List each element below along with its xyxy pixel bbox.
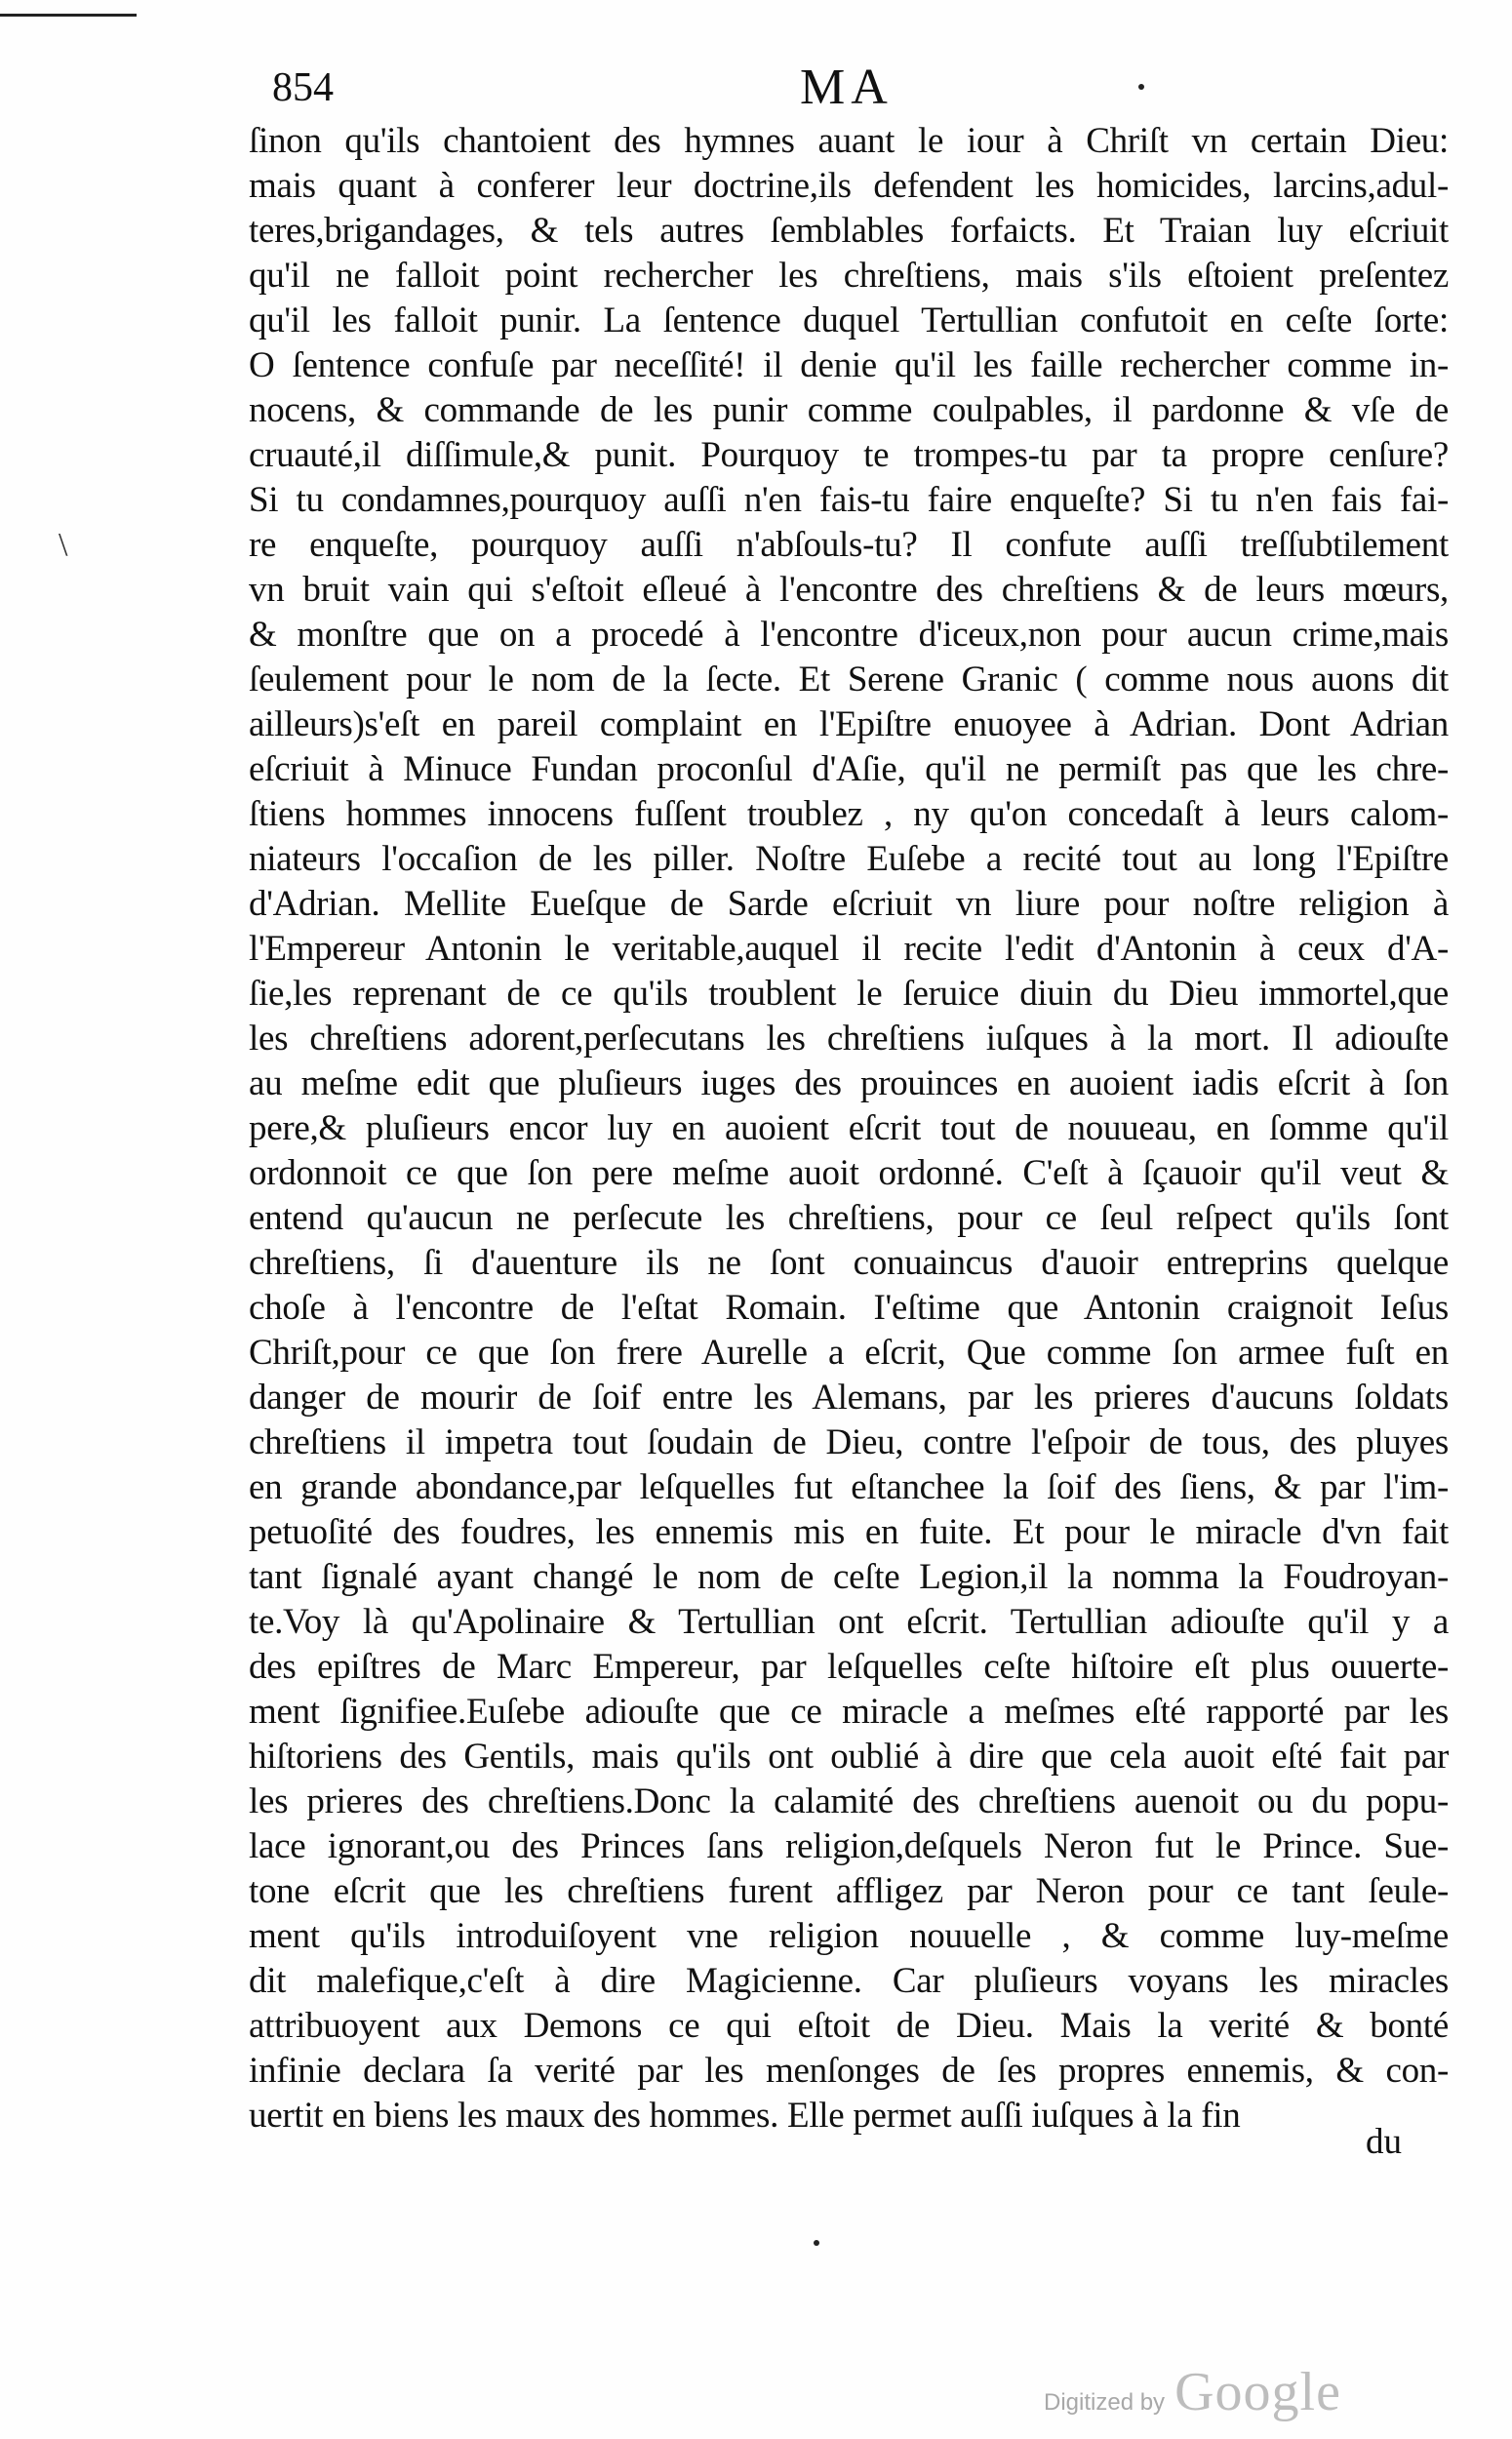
text-line: O ſentence confuſe par neceſſité! il denie qu'il les faille rechercher comme in- bbox=[249, 345, 1449, 385]
running-head: MA bbox=[800, 60, 894, 115]
text-line: Si tu condamnes,pourquoy auſſi n'en fais-tu faire enqueſte? Si tu n'en fais fai- bbox=[249, 480, 1449, 520]
text-line: uertit en biens les maux des hommes. Elle permet auſſi iuſques à la fin bbox=[249, 2096, 1241, 2136]
text-line: entend qu'aucun ne perſecute les chreſtiens, pour ce ſeul reſpect qu'ils ſont bbox=[249, 1198, 1449, 1238]
text-line: nocens, & commande de les punir comme coulpables, il pardonne & vſe de bbox=[249, 390, 1449, 430]
text-line: tant ſignalé ayant changé le nom de ceſte Legion,il la nomma la Foudroyan- bbox=[249, 1557, 1449, 1597]
text-line: vn bruit vain qui s'eſtoit eſleué à l'encontre des chreſtiens & de leurs mœurs, bbox=[249, 570, 1449, 610]
top-edge-rule bbox=[0, 14, 137, 17]
text-line: des epiſtres de Marc Empereur, par leſquelles ceſte hiſtoire eſt plus ouuerte- bbox=[249, 1647, 1449, 1687]
text-line: ment qu'ils introduiſoyent vne religion nouuelle , & comme luy-meſme bbox=[249, 1916, 1449, 1956]
watermark-brand-logo: Google bbox=[1174, 2362, 1341, 2422]
text-line: d'Adrian. Mellite Eueſque de Sarde eſcriuit vn liure pour noſtre religion à bbox=[249, 884, 1449, 924]
text-line: les prieres des chreſtiens.Donc la calamité des chreſtiens auenoit ou du popu- bbox=[249, 1781, 1449, 1821]
text-line: & monſtre que on a procedé à l'encontre d'iceux,non pour aucun crime,mais bbox=[249, 615, 1449, 655]
watermark-prefix: Digitized by bbox=[1044, 2389, 1166, 2416]
header-dot-mark bbox=[1138, 84, 1144, 90]
text-line: ment ſignifiee.Euſebe adiouſte que ce miracle a meſmes eſté rapporté par les bbox=[249, 1692, 1449, 1732]
body-text bbox=[249, 119, 1449, 2139]
text-line: niateurs l'occaſion de les piller. Noſtre Euſebe a recité tout au long l'Epiſtre bbox=[249, 839, 1449, 879]
text-line: qu'il ne falloit point rechercher les chreſtiens, mais s'ils eſtoient preſentez bbox=[249, 256, 1449, 296]
text-line: mais quant à conferer leur doctrine,ils defendent les homicides, larcins,adul- bbox=[249, 166, 1449, 206]
text-line: attribuoyent aux Demons ce qui eſtoit de Dieu. Mais la verité & bonté bbox=[249, 2006, 1449, 2046]
catchword: du bbox=[1366, 2122, 1402, 2162]
text-line: au meſme edit que pluſieurs iuges des prouinces en auoient iadis eſcrit à ſon bbox=[249, 1063, 1449, 1103]
text-line: ſie,les reprenant de ce qu'ils troublent le ſeruice diuin du Dieu immortel,que bbox=[249, 974, 1449, 1014]
text-line: ordonnoit ce que ſon pere meſme auoit ordonné. C'eſt à ſçauoir qu'il veut & bbox=[249, 1153, 1449, 1193]
bottom-dot-mark bbox=[814, 2240, 819, 2246]
text-line: ſtiens hommes innocens fuſſent troublez , ny qu'on concedaſt à leurs calom- bbox=[249, 794, 1449, 834]
text-line: choſe à l'encontre de l'eſtat Romain. I'eſtime que Antonin craignoit Ieſus bbox=[249, 1288, 1449, 1328]
text-line: hiſtoriens des Gentils, mais qu'ils ont oublié à dire que cela auoit eſté fait par bbox=[249, 1737, 1449, 1777]
text-line: chreſtiens il impetra tout ſoudain de Dieu, contre l'eſpoir de tous, des pluyes bbox=[249, 1422, 1449, 1462]
text-line: infinie declara ſa verité par les menſonges de ſes propres ennemis, & con- bbox=[249, 2051, 1449, 2091]
text-line: pere,& pluſieurs encor luy en auoient eſcrit tout de nouueau, en ſomme qu'il bbox=[249, 1108, 1449, 1148]
page-number: 854 bbox=[272, 65, 334, 110]
text-line: teres,brigandages, & tels autres ſemblables forfaicts. Et Traian luy eſcriuit bbox=[249, 211, 1449, 251]
digitized-watermark bbox=[1044, 2361, 1341, 2422]
text-line: l'Empereur Antonin le veritable,auquel il recite l'edit d'Antonin à ceux d'A- bbox=[249, 929, 1449, 969]
text-line: eſcriuit à Minuce Fundan proconſul d'Aſie, qu'il ne permiſt pas que les chre- bbox=[249, 749, 1449, 789]
text-line: tone eſcrit que les chreſtiens furent affligez par Neron pour ce tant ſeule- bbox=[249, 1871, 1449, 1911]
text-line: ſinon qu'ils chantoient des hymnes auant le iour à Chriſt vn certain Dieu: bbox=[249, 121, 1449, 161]
text-line: Chriſt,pour ce que ſon frere Aurelle a eſcrit, Que comme ſon armee fuſt en bbox=[249, 1333, 1449, 1373]
text-line: ailleurs)s'eſt en pareil complaint en l'Epiſtre enuoyee à Adrian. Dont Adrian bbox=[249, 704, 1449, 744]
text-line: qu'il les falloit punir. La ſentence duquel Tertullian confutoit en ceſte ſorte: bbox=[249, 300, 1449, 340]
text-line: cruauté,il diſſimule,& punit. Pourquoy te trompes-tu par ta propre cenſure? bbox=[249, 435, 1449, 475]
text-line: dit malefique,c'eſt à dire Magicienne. Car pluſieurs voyans les miracles bbox=[249, 1961, 1449, 2001]
text-line: petuoſité des foudres, les ennemis mis en fuite. Et pour le miracle d'vn fait bbox=[249, 1512, 1449, 1552]
text-line: te.Voy là qu'Apolinaire & Tertullian ont eſcrit. Tertullian adiouſte qu'il y a bbox=[249, 1602, 1449, 1642]
text-line: re enqueſte, pourquoy auſſi n'abſouls-tu? Il confute auſſi treſſubtilement bbox=[249, 525, 1449, 565]
text-line: en grande abondance,par leſquelles fut eſtanchee la ſoif des ſiens, & par l'im- bbox=[249, 1467, 1449, 1507]
text-line: danger de mourir de ſoif entre les Alemans, par les prieres d'aucuns ſoldats bbox=[249, 1378, 1449, 1418]
margin-mark: \ bbox=[59, 527, 68, 563]
text-line: lace ignorant,ou des Princes ſans religion,deſquels Neron fut le Prince. Sue- bbox=[249, 1826, 1449, 1866]
text-line: chreſtiens, ſi d'auenture ils ne ſont conuaincus d'auoir entreprins quelque bbox=[249, 1243, 1449, 1283]
text-line: ſeulement pour le nom de la ſecte. Et Serene Granic ( comme nous auons dit bbox=[249, 660, 1449, 700]
text-line: les chreſtiens adorent,perſecutans les chreſtiens iuſques à la mort. Il adiouſte bbox=[249, 1019, 1449, 1059]
